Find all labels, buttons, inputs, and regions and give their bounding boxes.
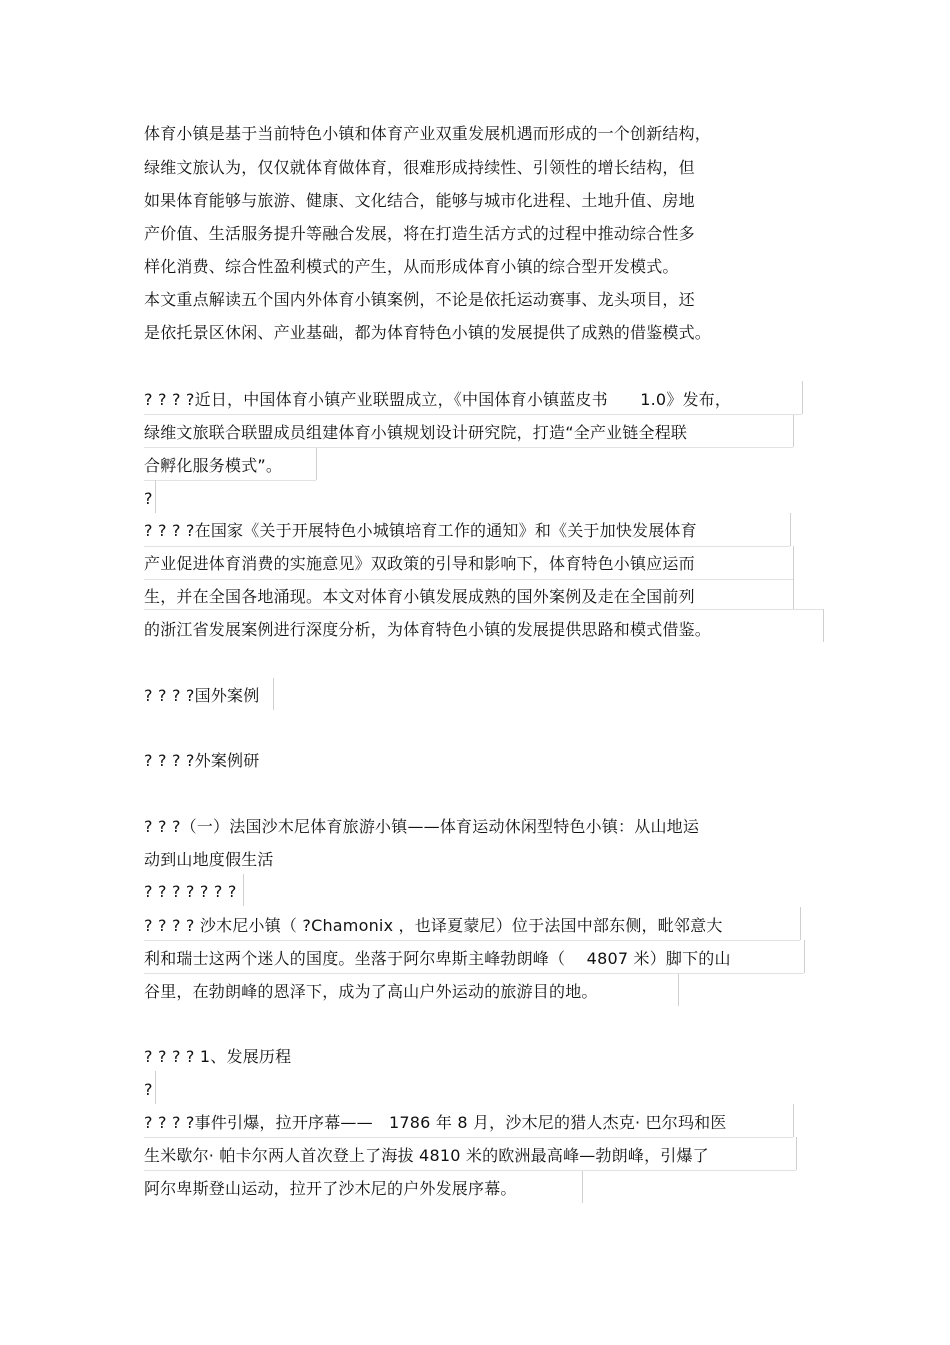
policy-line: 产业促进体育消费的实施意见》双政策的引导和影响下，体育特色小镇应运而	[144, 554, 695, 573]
policy-line: 的浙江省发展案例进行深度分析，为体育特色小镇的发展提供思路和模式借鉴。	[144, 620, 712, 639]
cell-border	[273, 678, 274, 710]
policy-line: 生，并在全国各地涌现。本文对体育小镇发展成熟的国外案例及走在全国前列	[144, 587, 695, 606]
cell-border	[144, 1170, 796, 1171]
cell-border	[823, 609, 824, 642]
intro-line: 绿维文旅认为，仅仅就体育做体育，很难形成持续性、引领性的增长结构，但	[144, 158, 695, 177]
cell-border	[144, 480, 316, 481]
cell-border	[793, 546, 794, 579]
cell-border	[144, 579, 793, 580]
cell-border	[144, 414, 802, 415]
event-line: ? ? ? ?事件引爆，拉开序幕—— 1786 年 8 月，沙木尼的猎人杰克· 巴尔玛和医	[144, 1113, 727, 1132]
event-line: 生米歇尔· 帕卡尔两人首次登上了海拔 4810 米的欧洲最高峰—勃朗峰，引爆了	[144, 1146, 709, 1165]
intro-line: 本文重点解读五个国内外体育小镇案例，不论是依托运动赛事、龙头项目，还	[144, 290, 695, 309]
case-title-line: ? ? ?（一）法国沙木尼体育旅游小镇——体育运动休闲型特色小镇：从山地运	[144, 817, 700, 836]
cell-border	[790, 513, 791, 546]
policy-line: ? ? ? ?在国家《关于开展特色小城镇培育工作的通知》和《关于加快发展体育	[144, 521, 697, 540]
intro-line: 产价值、生活服务提升等融合发展，将在打造生活方式的过程中推动综合性多	[144, 224, 695, 243]
case-title-line: 动到山地度假生活	[144, 850, 274, 869]
placeholder-mark: ?	[144, 489, 153, 508]
news-line: 绿维文旅联合联盟成员组建体育小镇规划设计研究院，打造“全产业链全程联	[144, 423, 688, 442]
cell-border	[144, 1137, 793, 1138]
intro-line: 是依托景区休闲、产业基础，都为体育特色小镇的发展提供了成熟的借鉴模式。	[144, 323, 712, 342]
cell-border	[802, 381, 803, 414]
event-line: 阿尔卑斯登山运动，拉开了沙木尼的户外发展序幕。	[144, 1179, 517, 1198]
cell-border	[800, 907, 801, 940]
chamonix-line: 利和瑞士这两个迷人的国度。坐落于阿尔卑斯主峰勃朗峰（ 4807 米）脚下的山	[144, 949, 731, 968]
placeholder-mark: ? ? ? ? ? ? ?	[144, 882, 237, 901]
cell-border	[793, 1104, 794, 1137]
chamonix-line: 谷里，在勃朗峰的恩泽下，成为了高山户外运动的旅游目的地。	[144, 982, 598, 1001]
cell-border	[155, 1071, 156, 1104]
intro-line: 体育小镇是基于当前特色小镇和体育产业双重发展机遇而形成的一个创新结构，	[144, 124, 712, 143]
section-heading: ? ? ? ?国外案例	[144, 686, 260, 705]
news-line: ? ? ? ?近日，中国体育小镇产业联盟成立，《中国体育小镇蓝皮书 1.0》发布，	[144, 390, 732, 409]
cell-border	[582, 1170, 583, 1203]
cell-border	[155, 480, 156, 513]
placeholder-mark: ?	[144, 1080, 153, 1099]
news-line: 合孵化服务模式”。	[144, 456, 283, 475]
cell-border	[144, 940, 800, 941]
cell-border	[144, 546, 790, 547]
section-heading: ? ? ? ? 1、发展历程	[144, 1047, 292, 1066]
cell-border	[678, 973, 679, 1006]
cell-border	[793, 414, 794, 447]
intro-line: 样化消费、综合性盈利模式的产生，从而形成体育小镇的综合型开发模式。	[144, 257, 679, 276]
chamonix-line: ? ? ? ? 沙木尼小镇（ ?Chamonix ，也译夏蒙尼）位于法国中部东侧，毗邻意大	[144, 916, 723, 935]
section-heading: ? ? ? ?外案例研	[144, 751, 260, 770]
cell-border	[144, 973, 804, 974]
cell-border	[243, 874, 244, 906]
cell-border	[804, 940, 805, 973]
cell-border	[796, 1137, 797, 1170]
cell-border	[316, 447, 317, 480]
intro-line: 如果体育能够与旅游、健康、文化结合，能够与城市化进程、土地升值、房地	[144, 191, 695, 210]
cell-border	[144, 447, 793, 448]
cell-border	[793, 579, 794, 609]
cell-border	[144, 609, 823, 610]
